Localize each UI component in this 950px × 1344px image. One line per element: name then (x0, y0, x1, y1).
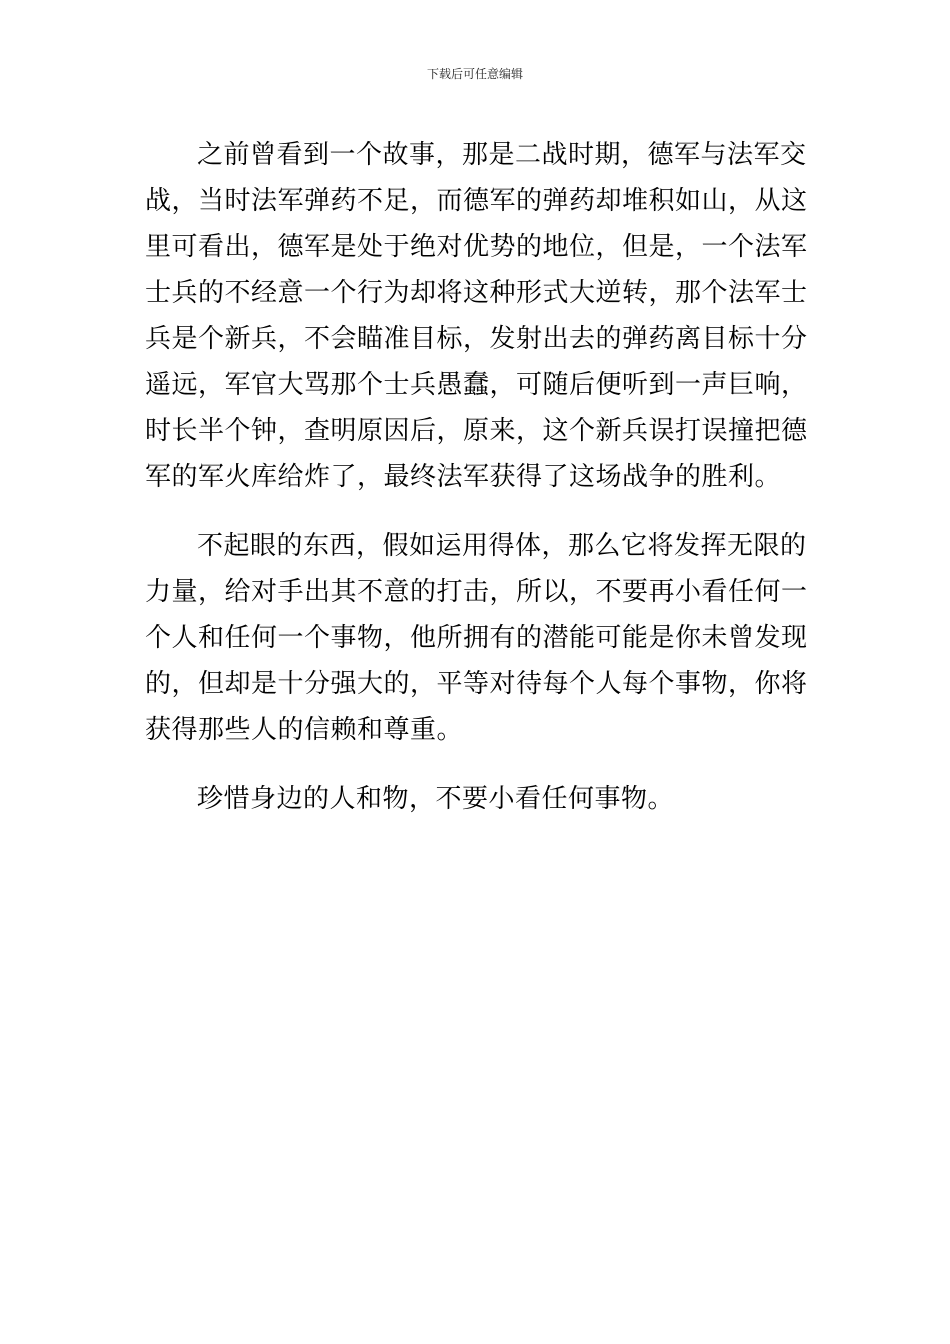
page-header-note: 下载后可任意编辑 (426, 67, 523, 81)
paragraph-lesson (145, 523, 807, 753)
text-line: 珍惜身边的人和物，不要小看任何事物。 (197, 784, 675, 814)
text-line: 时长半个钟，查明原因后，原来，这个新兵误打误撞把德 (145, 416, 808, 446)
text-line: 获得那些人的信赖和尊重。 (145, 715, 464, 745)
text-line: 遥远，军官大骂那个士兵愚蠢，可随后便听到一声巨响， (145, 370, 808, 400)
text-line: 力量，给对手出其不意的打击，所以，不要再小看任何一 (145, 577, 808, 607)
text-line: 不起眼的东西，假如运用得体，那么它将发挥无限的 (197, 531, 807, 561)
text-line: 战，当时法军弹药不足，而德军的弹药却堆积如山，从这 (145, 186, 808, 216)
text-line: 个人和任何一个事物，他所拥有的潜能可能是你未曾发现 (145, 623, 808, 653)
text-line: 军的军火库给炸了，最终法军获得了这场战争的胜利。 (145, 462, 782, 492)
text-line: 里可看出，德军是处于绝对优势的地位，但是，一个法军 (145, 232, 808, 262)
paragraph-story (145, 132, 807, 500)
document-body (145, 132, 807, 822)
text-line: 之前曾看到一个故事，那是二战时期，德军与法军交 (197, 140, 807, 170)
text-line: 的，但却是十分强大的，平等对待每个人每个事物，你将 (145, 669, 808, 699)
text-line: 兵是个新兵，不会瞄准目标，发射出去的弹药离目标十分 (145, 324, 808, 354)
text-line: 士兵的不经意一个行为却将这种形式大逆转，那个法军士 (145, 278, 808, 308)
paragraph-conclusion (145, 776, 807, 822)
